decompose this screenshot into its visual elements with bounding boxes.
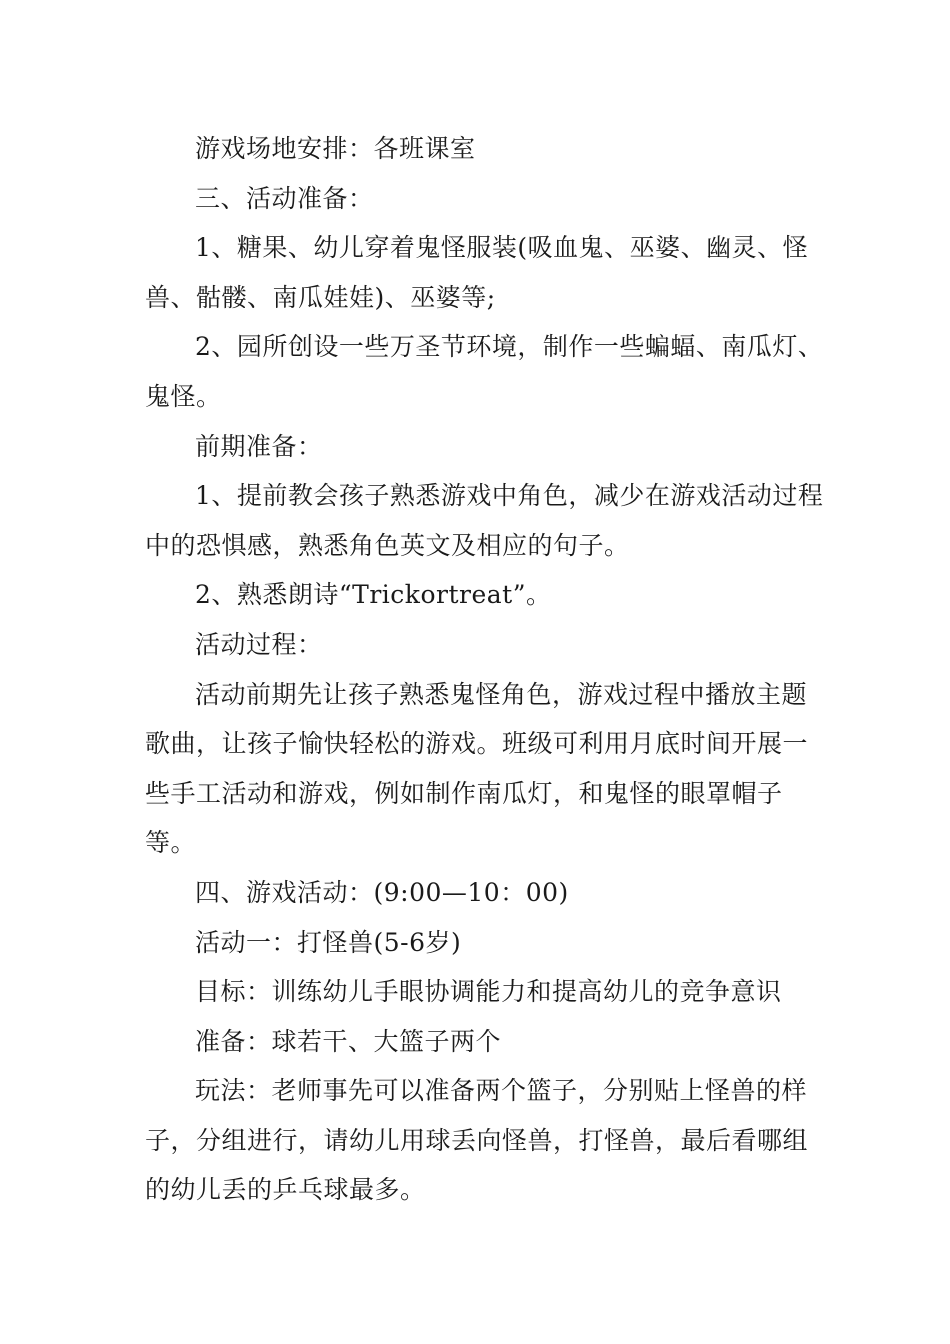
- heading-game-activities: 四、游戏活动：(9:00—10：00): [195, 877, 569, 907]
- heading-preparation: 三、活动准备：: [195, 183, 374, 213]
- paragraph-goal: 目标：训练幼儿手眼协调能力和提高幼儿的竞争意识: [195, 977, 782, 1007]
- paragraph-prep-item-2: 2、园所创设一些万圣节环境，制作一些蝙蝠、南瓜灯、鬼怪。: [145, 332, 824, 411]
- paragraph-venue: 游戏场地安排：各班课室: [195, 134, 476, 163]
- heading-activity-process: 活动过程：: [195, 629, 323, 659]
- paragraph-materials: 准备：球若干、大篮子两个: [195, 1026, 502, 1056]
- paragraph-early-prep-item-2: 2、熟悉朗诗“Trickortreat”。: [195, 580, 552, 610]
- paragraph-early-prep-item-1: 1、提前教会孩子熟悉游戏中角色，减少在游戏活动过程中的恐惧感，熟悉角色英文及相应的句子。: [145, 481, 824, 560]
- heading-activity-one: 活动一：打怪兽(5-6岁): [195, 927, 462, 957]
- heading-early-preparation: 前期准备：: [195, 431, 323, 461]
- document-body: [145, 124, 825, 1215]
- paragraph-activity-process: 活动前期先让孩子熟悉鬼怪角色，游戏过程中播放主题歌曲，让孩子愉快轻松的游戏。班级可利用月底时间开展一些手工活动和游戏，例如制作南瓜灯，和鬼怪的眼罩帽子等。: [145, 679, 809, 858]
- paragraph-how-to-play: 玩法：老师事先可以准备两个篮子，分别贴上怪兽的样子，分组进行，请幼儿用球丢向怪兽，打怪兽，最后看哪组的幼儿丢的乒乓球最多。: [145, 1076, 809, 1205]
- paragraph-prep-item-1: 1、糖果、幼儿穿着鬼怪服装(吸血鬼、巫婆、幽灵、怪兽、骷髅、南瓜娃娃)、巫婆等;: [145, 233, 809, 312]
